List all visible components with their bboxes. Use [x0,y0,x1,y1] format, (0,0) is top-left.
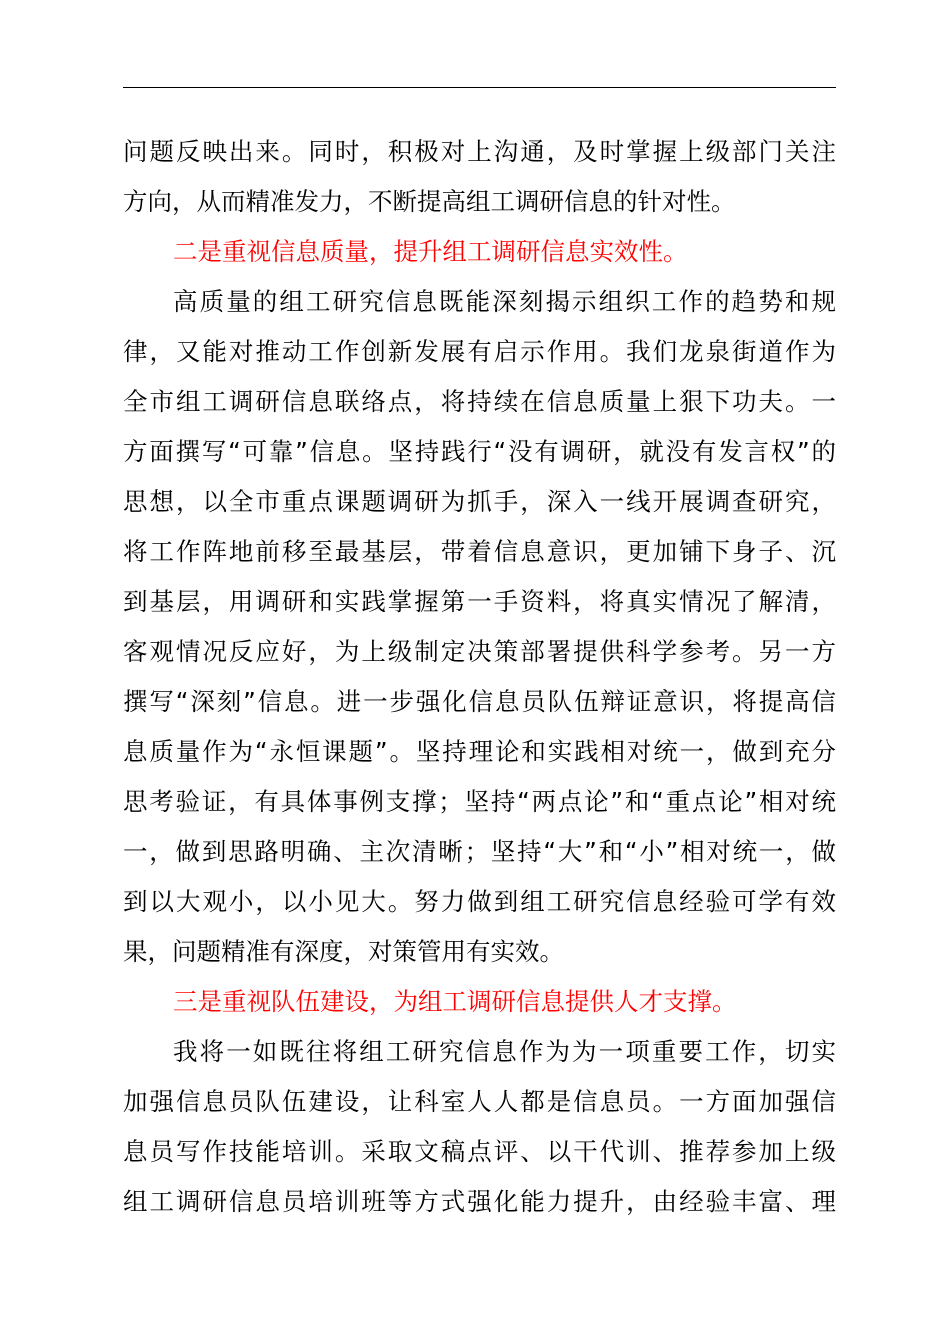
section-heading-2 [123,227,836,277]
text-line: 到基层，用调研和实践掌握第一手资料，将真实情况了解清， [123,587,836,616]
text-line: 组工调研信息员培训班等方式强化能力提升，由经验丰富、理 [123,1187,836,1216]
text-line: 加强信息员队伍建设，让科室人人都是信息员。一方面加强信 [123,1087,836,1116]
paragraph-information-quality [123,277,836,977]
paragraph-continuation [123,127,836,227]
text-line: 问题反映出来。同时，积极对上沟通，及时掌握上级部门关注 [123,137,836,166]
text-line: 方面撰写“可靠”信息。坚持践行“没有调研，就没有发言权”的 [123,437,836,466]
text-line: 律，又能对推动工作创新发展有启示作用。我们龙泉街道作为 [123,337,836,366]
text-line: 思想，以全市重点课题调研为抓手，深入一线开展调查研究， [123,487,836,516]
text-line: 高质量的组工研究信息既能深刻揭示组织工作的趋势和规 [173,287,836,316]
text-line: 将工作阵地前移至最基层，带着信息意识，更加铺下身子、沉 [123,537,836,566]
text-line: 客观情况反应好，为上级制定决策部署提供科学参考。另一方 [123,637,836,666]
text-line: 息质量作为“永恒课题”。坚持理论和实践相对统一，做到充分 [123,737,836,766]
text-line: 全市组工调研信息联络点，将持续在信息质量上狠下功夫。一 [123,387,836,416]
text-line: 息员写作技能培训。采取文稿点评、以干代训、推荐参加上级 [123,1137,836,1166]
text-line: 果，问题精准有深度，对策管用有实效。 [123,937,564,966]
paragraph-team-building [123,1027,836,1227]
text-line: 到以大观小，以小见大。努力做到组工研究信息经验可学有效 [123,887,836,916]
text-line: 一，做到思路明确、主次清晰；坚持“大”和“小”相对统一，做 [123,837,836,866]
section-heading-3 [123,977,836,1027]
text-line: 思考验证，有具体事例支撑；坚持“两点论”和“重点论”相对统 [123,787,836,816]
document-body [123,127,836,1227]
heading-text: 三是重视队伍建设，为组工调研信息提供人才支撑。 [173,987,737,1016]
text-line: 撰写“深刻”信息。进一步强化信息员队伍辩证意识，将提高信 [123,687,836,716]
text-line: 方向，从而精准发力，不断提高组工调研信息的针对性。 [123,187,736,216]
header-rule [123,87,836,88]
heading-text: 二是重视信息质量，提升组工调研信息实效性。 [173,237,688,266]
text-line: 我将一如既往将组工研究信息作为为一项重要工作，切实 [173,1037,836,1066]
